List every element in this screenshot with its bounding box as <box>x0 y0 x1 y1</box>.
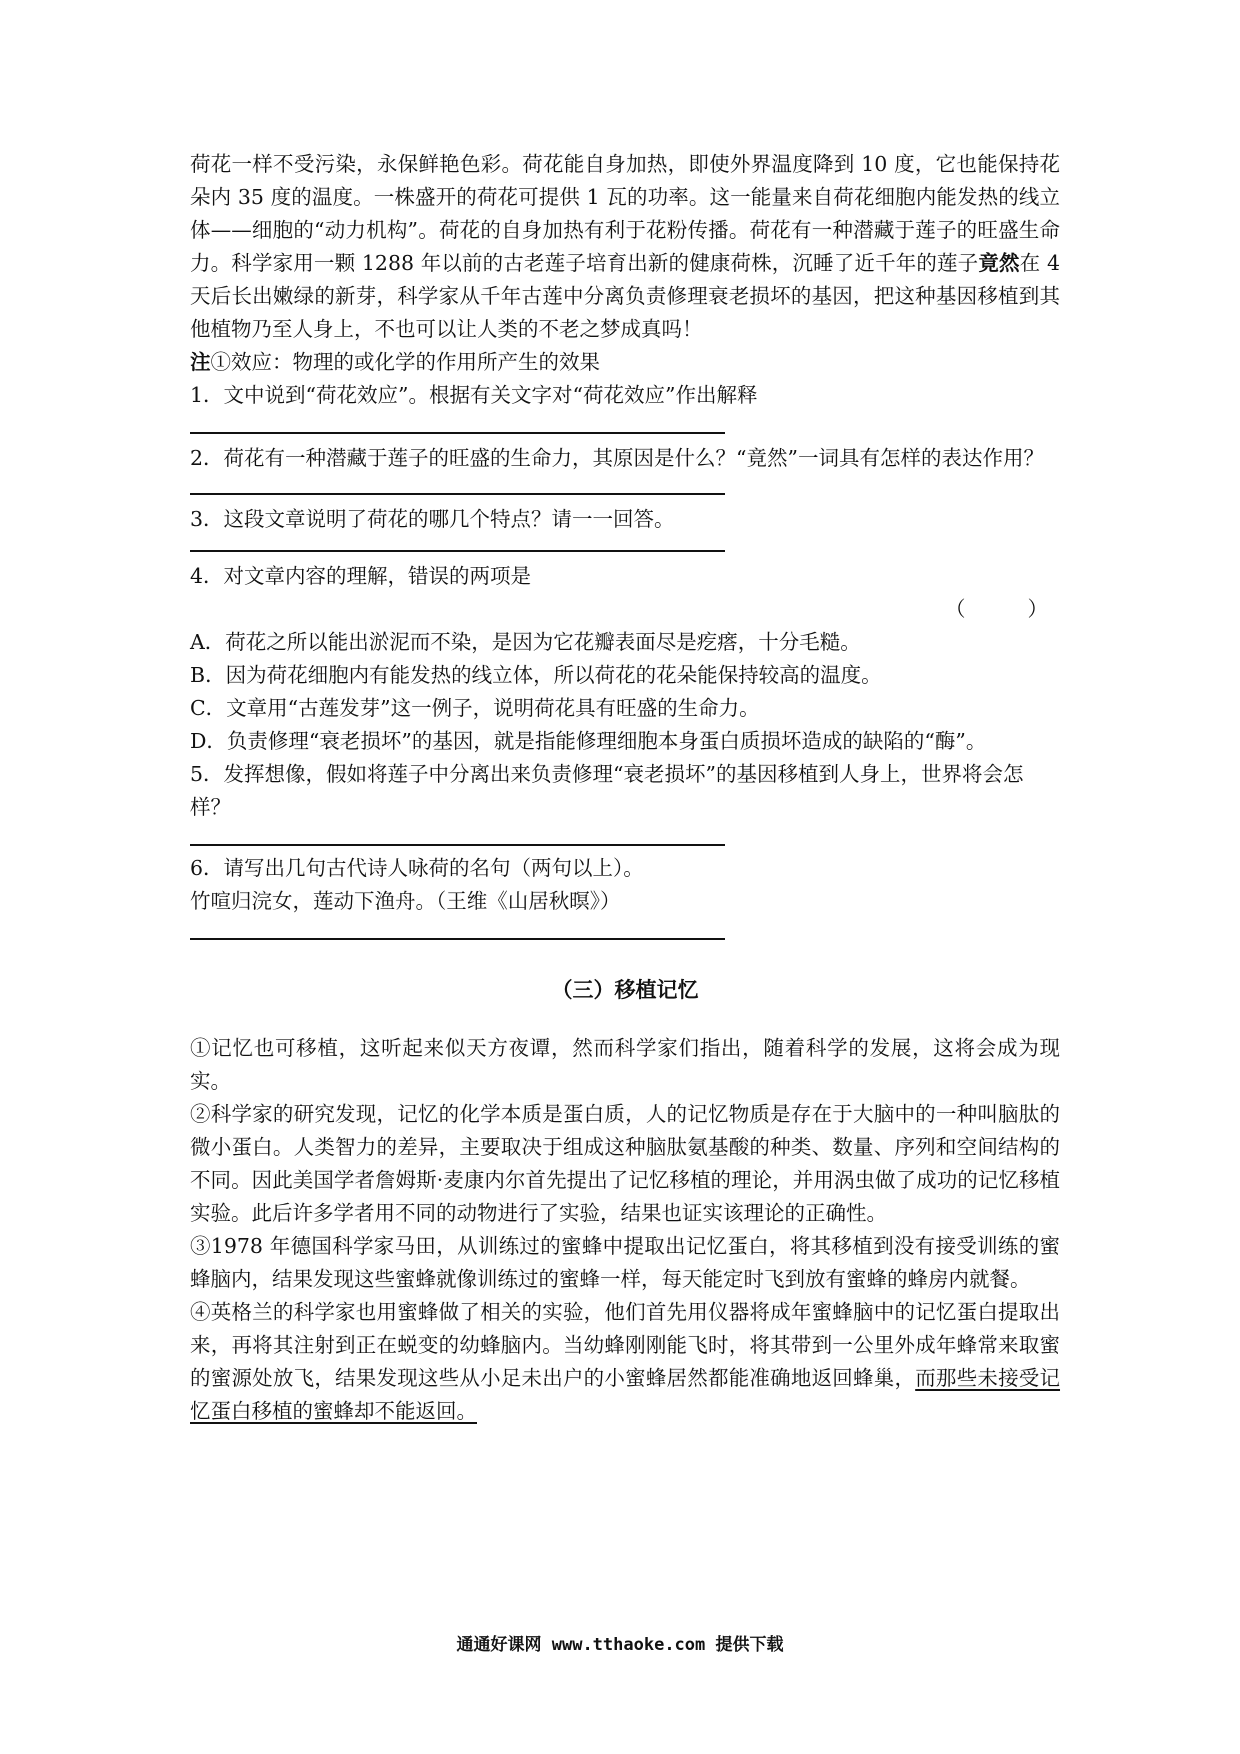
option-a: A．荷花之所以能出淤泥而不染，是因为它花瓣表面尽是疙瘩，十分毛糙。 <box>190 630 861 654</box>
document-page <box>190 148 1060 1428</box>
passage3-paragraph-4 <box>190 1296 1060 1428</box>
passage-text-cont: 在 4 天后长出嫩绿的新芽，科学家从千年古莲中分离负责修理衰老损坏的基因，把这种基因移植到其他植物乃至人身上，不也可以让人类的不老之梦成真吗！ <box>190 251 1061 341</box>
option-d: D．负责修理“衰老损坏”的基因，就是指能修理细胞本身蛋白质损坏造成的缺陷的“酶”。 <box>190 729 987 753</box>
passage-text: 荷花一样不受污染，永保鲜艳色彩。荷花能自身加热，即使外界温度降到 10 度，它也能保持花朵内 35 度的温度。一株盛开的荷花可提供 1 瓦的功率。这一能量来自荷花细胞内能发热的线立体——细胞的“动力机构”。荷花的自身加热有利于花粉传播。荷花有一种潜藏于莲子的旺盛生命力。科学家用一颗 1288 年以前的古老莲子培育出新的健康荷株，沉睡了近千年的莲子 <box>190 152 1060 275</box>
question-6: 6．请写出几句古代诗人咏荷的名句（两句以上）。 <box>190 856 644 880</box>
option-c: C．文章用“古莲发芽”这一例子，说明荷花具有旺盛的生命力。 <box>190 696 760 720</box>
section-title: （三）移植记忆 <box>551 977 699 1002</box>
note-label: 注 <box>190 350 211 374</box>
bold-word: 竟然 <box>978 251 1020 275</box>
passage3-text: ④英格兰的科学家也用蜜蜂做了相关的实验，他们首先用仪器将成年蜜蜂脑中的记忆蛋白提取出来，再将其注射到正在蜕变的幼蜂脑内。当幼蜂刚刚能飞时，将其带到一公里外成年蜂常来取蜜的蜜源处放飞，结果发现这些从小足未出户的小蜜蜂居然都能准确地返回蜂巢， <box>190 1300 1060 1390</box>
question-4: 4．对文章内容的理解，错误的两项是 <box>190 564 532 588</box>
note-text: ①效应：物理的或化学的作用所产生的效果 <box>210 350 600 374</box>
passage-paragraph <box>190 148 1060 346</box>
passage3-paragraph-1: ①记忆也可移植，这听起来似天方夜谭，然而科学家们指出，随着科学的发展，这将会成为现实。 <box>190 1036 1060 1093</box>
question-5: 5．发挥想像，假如将莲子中分离出来负责修理“衰老损坏”的基因移植到人身上，世界将会怎样？ <box>190 762 1024 819</box>
footer-credit: 通通好课网 www.tthaoke.com 提供下载 <box>456 1635 784 1655</box>
passage3-paragraph-2: ②科学家的研究发现，记忆的化学本质是蛋白质，人的记忆物质是存在于大脑中的一种叫脑肽的微小蛋白。人类智力的差异，主要取决于组成这种脑肽氨基酸的种类、数量、序列和空间结构的不同。因此美国学者詹姆斯·麦康内尔首先提出了记忆移植的理论，并用涡虫做了成功的记忆移植实验。此后许多学者用不同的动物进行了实验，结果也证实该理论的正确性。 <box>190 1102 1060 1225</box>
answer-parentheses[interactable]: （ ） <box>945 597 1050 621</box>
note <box>190 346 1060 379</box>
question-6-example: 竹喧归浣女，莲动下渔舟。（王维《山居秋暝》） <box>190 889 621 913</box>
question-2: 2．荷花有一种潜藏于莲子的旺盛的生命力，其原因是什么？“竟然”一词具有怎样的表达作用？ <box>190 446 1045 470</box>
underlined-sentence: 而那些未接受记忆蛋白移植的蜜蜂却不能返回。 <box>190 1366 1061 1423</box>
question-3: 3．这段文章说明了荷花的哪几个特点？请一一回答。 <box>190 507 675 531</box>
option-b: B．因为荷花细胞内有能发热的线立体，所以荷花的花朵能保持较高的温度。 <box>190 663 882 687</box>
passage3-paragraph-3: ③1978 年德国科学家马田，从训练过的蜜蜂中提取出记忆蛋白，将其移植到没有接受训练的蜜蜂脑内，结果发现这些蜜蜂就像训练过的蜜蜂一样，每天能定时飞到放有蜜蜂的蜂房内就餐。 <box>190 1234 1060 1291</box>
question-1: 1．文中说到“荷花效应”。根据有关文字对“荷花效应”作出解释 <box>190 383 758 407</box>
